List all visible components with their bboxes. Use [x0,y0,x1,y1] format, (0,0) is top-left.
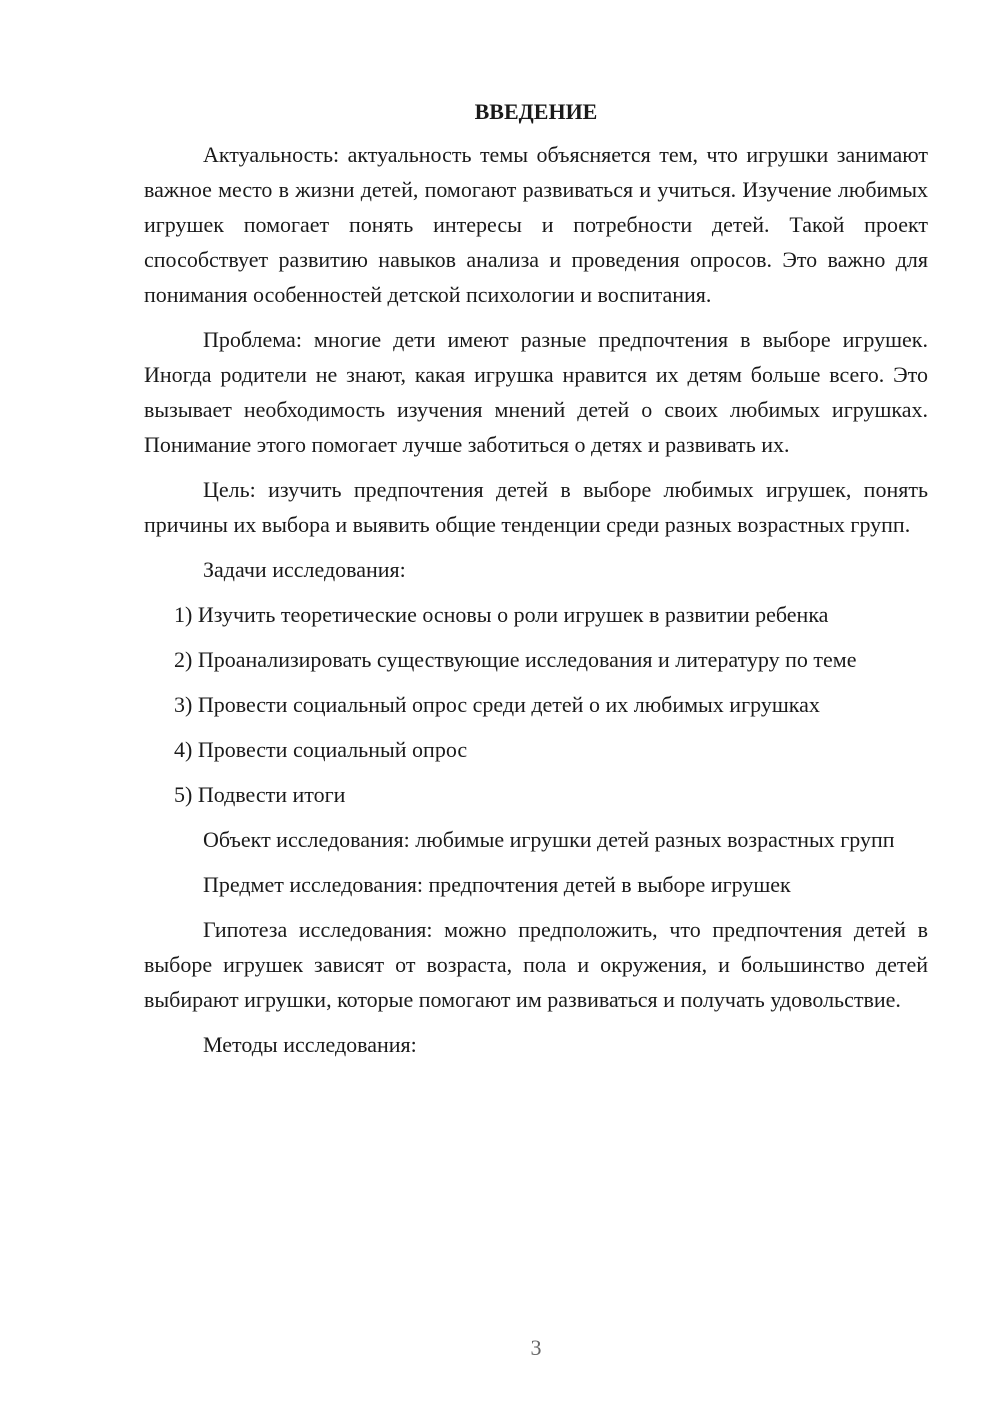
goal-paragraph: Цель: изучить предпочтения детей в выборе любимых игрушек, понять причины их выбора и выявить общие тенденции среди разных возрастных групп. [144,477,928,537]
hypothesis-paragraph: Гипотеза исследования: можно предположить, что предпочтения детей в выборе игрушек зависят от возраста, пола и окружения, и большинство детей выбирают игрушки, которые помогают им развиваться и получать удовольствие. [144,917,928,1012]
object-paragraph: Объект исследования: любимые игрушки детей разных возрастных групп [203,827,895,852]
subject-paragraph: Предмет исследования: предпочтения детей в выборе игрушек [203,872,791,897]
task-item-2: 2) Проанализировать существующие исследования и литературу по теме [174,647,857,672]
problem-paragraph: Проблема: многие дети имеют разные предпочтения в выборе игрушек. Иногда родители не знают, какая игрушка нравится их детям больше всего. Это вызывает необходимость изучения мнений детей о своих любимых игрушках. Понимание этого помогает лучше заботиться о детях и развивать их. [144,327,928,457]
task-item-5: 5) Подвести итоги [174,782,346,807]
page-content [144,94,928,1072]
section-heading: ВВЕДЕНИЕ [474,99,598,124]
methods-paragraph: Методы исследования: [203,1032,417,1057]
task-item-4: 4) Провести социальный опрос [174,737,468,762]
tasks-title: Задачи исследования: [203,557,406,582]
task-item-1: 1) Изучить теоретические основы о роли игрушек в развитии ребенка [174,602,829,627]
page-number: 3 [530,1335,542,1360]
relevance-paragraph: Актуальность: актуальность темы объясняется тем, что игрушки занимают важное место в жизни детей, помогают развиваться и учиться. Изучение любимых игрушек помогает понять интересы и потребности детей. Такой проект способствует развитию навыков анализа и проведения опросов. Это важно для понимания особенностей детской психологии и воспитания. [144,142,928,307]
task-item-3: 3) Провести социальный опрос среди детей о их любимых игрушках [174,692,820,717]
